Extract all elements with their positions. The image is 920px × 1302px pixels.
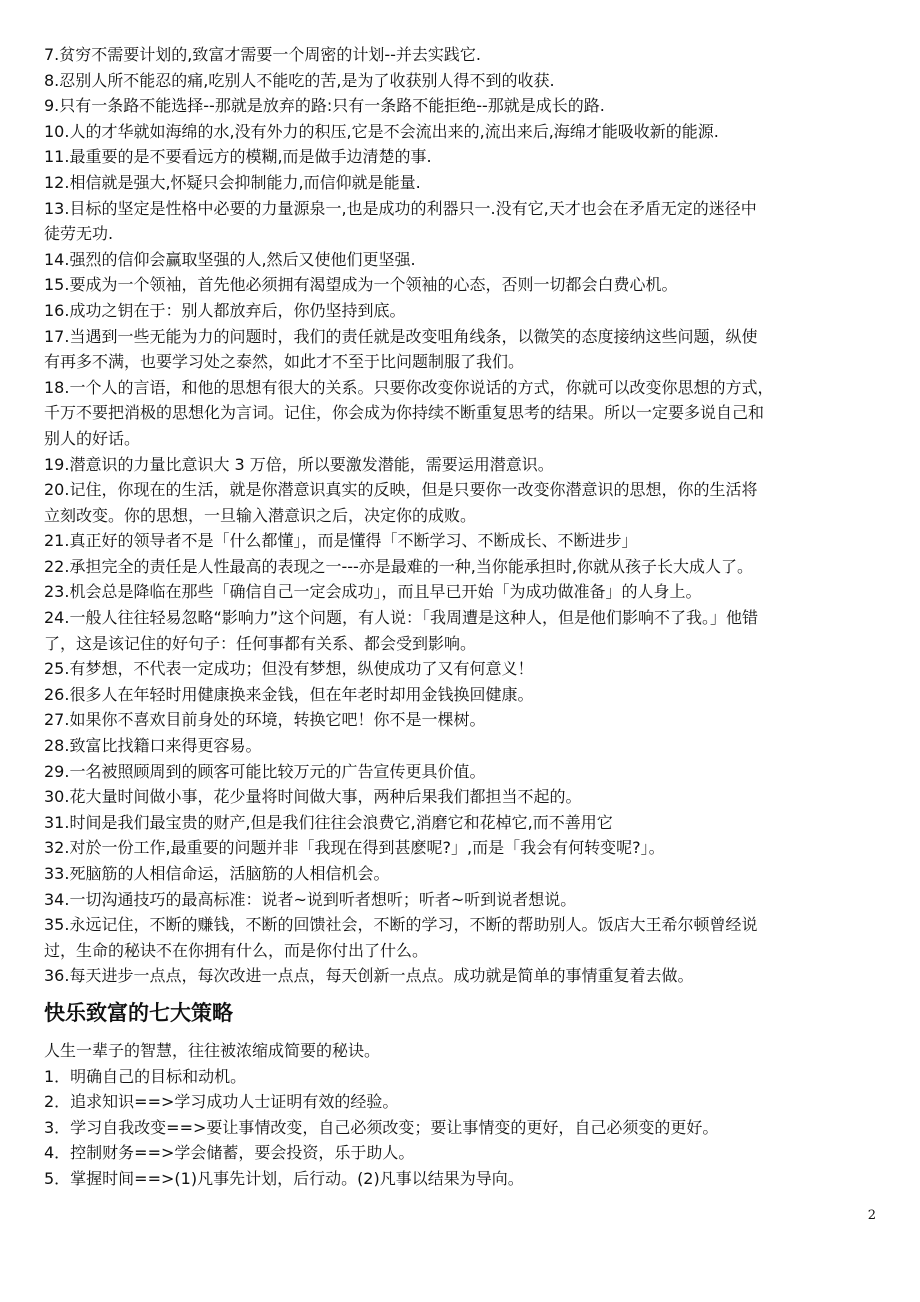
text-line: 27.如果你不喜欢目前身处的环境，转换它吧！你不是一棵树。 [44,710,486,730]
text-line: 1．明确自己的目标和动机。 [44,1066,247,1086]
text-line: 2．追求知识==>学习成功人士证明有效的经验。 [44,1092,399,1112]
text-line: 34.一切沟通技巧的最高标准：说者~说到听者想听；听者~听到说者想说。 [44,889,577,909]
text-line: 9.只有一条路不能选择--那就是放弃的路:只有一条路不能拒绝--那就是成长的路. [44,96,605,116]
text-line: 35.永远记住，不断的赚钱，不断的回馈社会，不断的学习，不断的帮助别人。饭店大王希尔顿曾经说 [44,915,758,935]
text-line: 千万不要把消极的思想化为言词。记住，你会成为你持续不断重复思考的结果。所以一定要多说自己和 [44,403,765,423]
text-line: 10.人的才华就如海绵的水,没有外力的积压,它是不会流出来的,流出来后,海绵才能吸收新的能源. [44,121,719,141]
text-line: 19.潜意识的力量比意识大 3 万倍，所以要激发潜能，需要运用潜意识。 [44,454,554,474]
text-line: 5．掌握时间==>(1)凡事先计划，后行动。(2)凡事以结果为导向。 [44,1168,524,1188]
text-line: 有再多不满，也要学习处之泰然，如此才不至于比问题制服了我们。 [44,352,525,372]
text-line: 18.一个人的言语，和他的思想有很大的关系。只要你改变你说话的方式，你就可以改变你思想的方式， [44,377,774,397]
text-line: 14.强烈的信仰会赢取坚强的人,然后又使他们更坚强. [44,249,416,269]
text-line: 32.对於一份工作,最重要的问题并非「我现在得到甚麽呢?」,而是「我会有何转变呢?」。 [44,838,665,858]
text-line: 28.致富比找籍口来得更容易。 [44,736,262,756]
strategy-list [44,1038,884,1192]
page-number: 2 [867,1208,876,1223]
text-line: 徒劳无功. [44,224,114,244]
text-line: 26.很多人在年轻时用健康换来金钱，但在年老时却用金钱换回健康。 [44,684,534,704]
text-line: 过，生命的秘诀不在你拥有什么，而是你付出了什么。 [44,940,429,960]
text-line: 21.真正好的领导者不是「什么都懂」，而是懂得「不断学习、不断成长、不断进步」 [44,531,638,551]
text-line: 立刻改变。你的思想，一旦输入潜意识之后，决定你的成败。 [44,505,477,525]
text-line: 8.忍别人所不能忍的痛,吃别人不能吃的苦,是为了收获别人得不到的收获. [44,70,555,90]
text-line: 4．控制财务==>学会储蓄，要会投资，乐于助人。 [44,1143,415,1163]
text-line: 7.贫穷不需要计划的,致富才需要一个周密的计划--并去实践它. [44,45,481,64]
text-line: 33.死脑筋的人相信命运，活脑筋的人相信机会。 [44,864,390,883]
text-line: 17.当遇到一些无能为力的问题时，我们的责任就是改变咀角线条，以微笑的态度接纳这些问题，纵使 [44,326,758,346]
text-line: 31.时间是我们最宝贵的财产,但是我们往往会浪费它,消磨它和花棹它,而不善用它 [44,812,613,832]
text-line: 16.成功之钥在于：别人都放弃后，你仍坚持到底。 [44,300,406,320]
quote-list [44,42,884,989]
text-line: 15.要成为一个领袖，首先他必须拥有渴望成为一个领袖的心态，否则一切都会白费心机。 [44,275,678,295]
text-line: 11.最重要的是不要看远方的模糊,而是做手边清楚的事. [44,147,432,167]
text-line: 20.记住，你现在的生活，就是你潜意识真实的反映，但是只要你一改变你潜意识的思想，你的生活将 [44,480,758,500]
text-line: 23.机会总是降临在那些「确信自己一定会成功」，而且早已开始「为成功做准备」的人身上。 [44,582,702,602]
document-page [44,42,884,1192]
text-line: 22.承担完全的责任是人性最高的表现之一---亦是最难的一种,当你能承担时,你就从孩子长大成人了。 [44,556,753,576]
text-line: 30.花大量时间做小事，花少量将时间做大事，两种后果我们都担当不起的。 [44,787,582,807]
text-line: 36.每天进步一点点，每次改进一点点，每天创新一点点。成功就是简单的事情重复着去做。 [44,966,694,986]
text-line: 29.一名被照顾周到的顾客可能比较万元的广告宣传更具价值。 [44,761,486,781]
text-line: 3．学习自我改变==>要让事情改变，自己必须改变；要让事情变的更好，自己必须变的更好。 [44,1117,719,1137]
text-line: 25.有梦想，不代表一定成功；但没有梦想，纵使成功了又有何意义！ [44,659,534,679]
text-line: 12.相信就是强大,怀疑只会抑制能力,而信仰就是能量. [44,172,421,192]
text-line: 别人的好话。 [44,428,141,448]
text-line: 了，这是该记住的好句子：任何事都有关系、都会受到影响。 [44,633,477,653]
section-heading: 快乐致富的七大策略 [44,1000,233,1025]
text-line: 13.目标的坚定是性格中必要的力量源泉一,也是成功的利器只一.没有它,天才也会在矛盾无定的迷径中 [44,198,757,218]
text-line: 人生一辈子的智慧，往往被浓缩成简要的秘诀。 [44,1040,381,1060]
text-line: 24.一般人往往轻易忽略“影响力”这个问题，有人说：「我周遭是这种人，但是他们影响不了我。」他错 [44,608,759,628]
